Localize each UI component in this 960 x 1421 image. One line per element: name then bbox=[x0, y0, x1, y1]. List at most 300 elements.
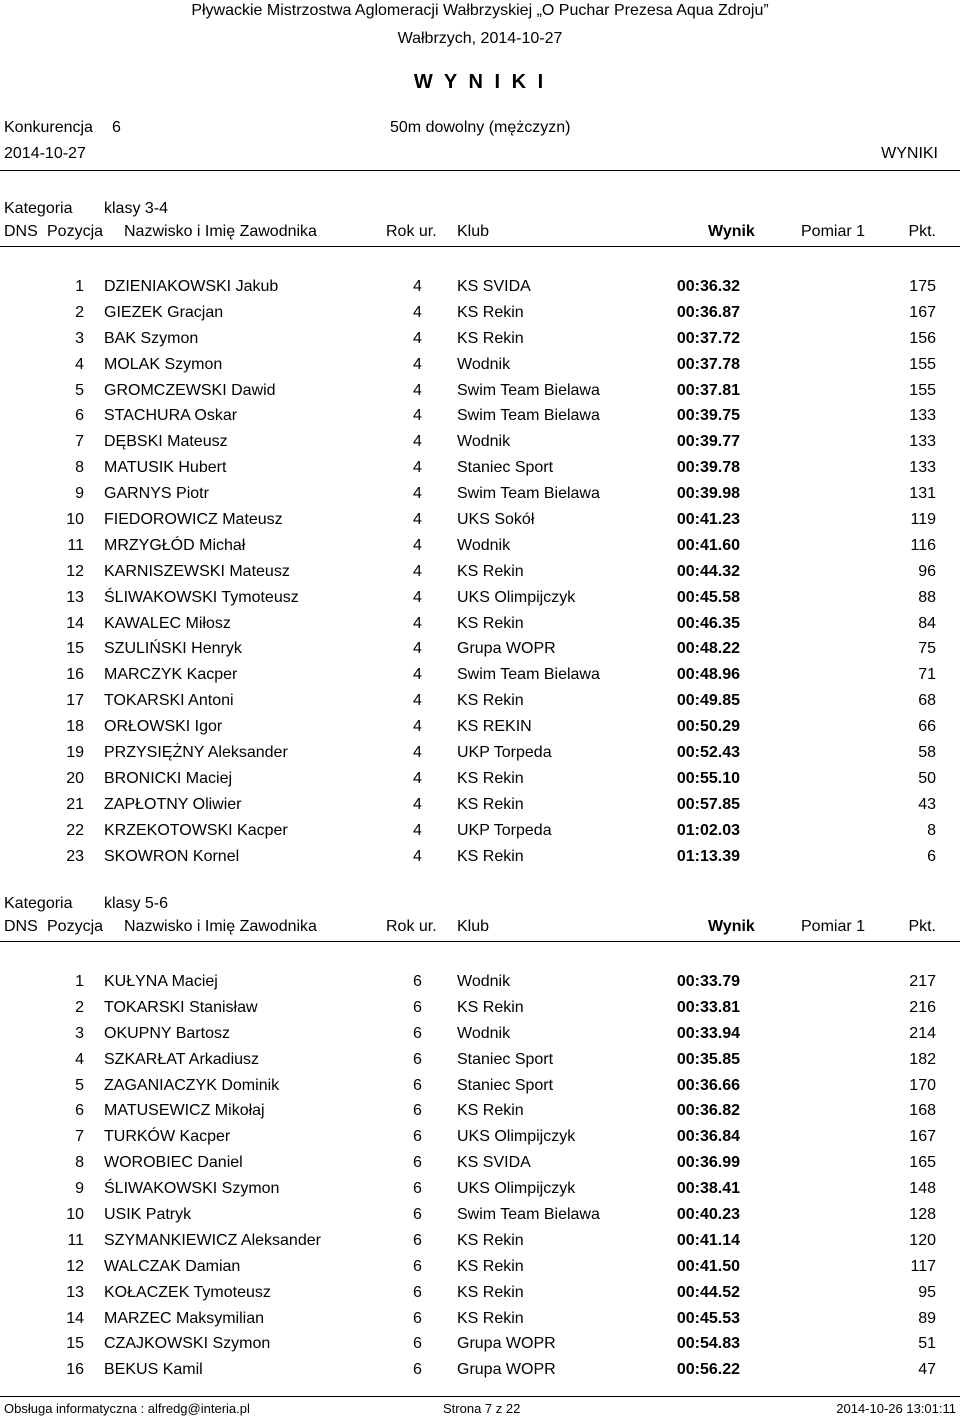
result-time-cell: 00:33.94 bbox=[676, 1024, 740, 1042]
result-time-cell: 00:52.43 bbox=[676, 744, 740, 762]
result-time-cell: 00:56.22 bbox=[676, 1361, 740, 1379]
category-value: klasy 5-6 bbox=[104, 895, 169, 912]
club-cell: KS Rekin bbox=[457, 692, 524, 710]
position-cell: 14 bbox=[66, 1309, 84, 1327]
club-cell: KS Rekin bbox=[457, 847, 524, 865]
club-cell: Grupa WOPR bbox=[457, 1361, 556, 1379]
birth-year-cell: 6 bbox=[413, 1024, 422, 1042]
event-place-date: Wałbrzych, 2014-10-27 bbox=[397, 30, 563, 47]
column-headers bbox=[0, 222, 960, 246]
birth-year-cell: 6 bbox=[413, 1154, 422, 1172]
club-cell: KS Rekin bbox=[457, 303, 524, 321]
result-time-cell: 00:46.35 bbox=[676, 614, 740, 632]
col-year: Rok ur. bbox=[386, 918, 437, 935]
athlete-name-cell: DĘBSKI Mateusz bbox=[104, 433, 228, 451]
club-cell: Staniec Sport bbox=[457, 1076, 554, 1094]
points-cell: 66 bbox=[918, 718, 936, 736]
points-cell: 68 bbox=[918, 692, 936, 710]
club-cell: Wodnik bbox=[457, 973, 511, 990]
birth-year-cell: 4 bbox=[413, 459, 422, 477]
col-name: Nazwisko i Imię Zawodnika bbox=[124, 918, 317, 935]
competition-status: WYNIKI bbox=[881, 145, 938, 162]
position-cell: 2 bbox=[75, 303, 84, 321]
club-cell: UKP Torpeda bbox=[457, 821, 552, 839]
position-cell: 9 bbox=[75, 1180, 84, 1198]
position-cell: 10 bbox=[66, 1206, 84, 1224]
result-time-cell: 00:33.81 bbox=[676, 998, 740, 1016]
position-cell: 19 bbox=[66, 744, 84, 762]
athlete-name-cell: ORŁOWSKI Igor bbox=[104, 718, 223, 736]
result-time-cell: 00:36.82 bbox=[676, 1102, 740, 1120]
athlete-name-cell: WOROBIEC Daniel bbox=[104, 1154, 243, 1172]
athlete-name-cell: KRZEKOTOWSKI Kacper bbox=[104, 821, 288, 839]
points-cell: 95 bbox=[918, 1283, 936, 1301]
athlete-name-cell: KUŁYNA Maciej bbox=[104, 973, 218, 990]
birth-year-cell: 4 bbox=[413, 562, 422, 580]
result-row bbox=[0, 819, 960, 845]
position-cell: 23 bbox=[66, 847, 84, 865]
position-cell: 10 bbox=[66, 511, 84, 529]
category-label: Kategoria bbox=[4, 200, 73, 217]
points-cell: 156 bbox=[909, 329, 936, 347]
position-cell: 7 bbox=[75, 433, 84, 451]
points-cell: 6 bbox=[927, 847, 936, 865]
points-cell: 58 bbox=[918, 744, 936, 762]
result-time-cell: 00:36.84 bbox=[676, 1128, 740, 1146]
athlete-name-cell: SKOWRON Kornel bbox=[104, 847, 240, 865]
birth-year-cell: 6 bbox=[413, 1231, 422, 1249]
competition-name: 50m dowolny (mężczyzn) bbox=[390, 119, 571, 136]
athlete-name-cell: KOŁACZEK Tymoteusz bbox=[104, 1283, 271, 1301]
birth-year-cell: 4 bbox=[413, 795, 422, 813]
athlete-name-cell: KAWALEC Miłosz bbox=[104, 614, 231, 632]
birth-year-cell: 4 bbox=[413, 666, 422, 684]
club-cell: KS Rekin bbox=[457, 1283, 524, 1301]
result-row bbox=[0, 379, 960, 405]
position-cell: 17 bbox=[66, 692, 84, 710]
result-row bbox=[0, 1099, 960, 1125]
athlete-name-cell: BEKUS Kamil bbox=[104, 1361, 203, 1379]
points-cell: 167 bbox=[909, 303, 936, 321]
club-cell: KS Rekin bbox=[457, 1309, 524, 1327]
result-row bbox=[0, 1022, 960, 1048]
points-cell: 88 bbox=[918, 588, 936, 606]
result-row bbox=[0, 1177, 960, 1203]
club-cell: KS Rekin bbox=[457, 769, 524, 787]
result-row bbox=[0, 404, 960, 430]
points-cell: 120 bbox=[909, 1231, 936, 1249]
club-cell: KS SVIDA bbox=[457, 278, 531, 295]
athlete-name-cell: CZAJKOWSKI Szymon bbox=[104, 1335, 271, 1353]
result-row bbox=[0, 663, 960, 689]
athlete-name-cell: TURKÓW Kacper bbox=[104, 1128, 231, 1146]
position-cell: 11 bbox=[67, 1231, 84, 1249]
athlete-name-cell: MOLAK Szymon bbox=[104, 355, 223, 373]
birth-year-cell: 4 bbox=[413, 744, 422, 762]
result-time-cell: 00:48.96 bbox=[676, 666, 740, 684]
club-cell: Swim Team Bielawa bbox=[457, 1206, 600, 1224]
club-cell: KS REKIN bbox=[457, 718, 532, 736]
points-cell: 96 bbox=[918, 562, 936, 580]
result-row bbox=[0, 741, 960, 767]
position-cell: 21 bbox=[66, 795, 84, 813]
athlete-name-cell: PRZYSIĘŻNY Aleksander bbox=[104, 744, 288, 762]
position-cell: 13 bbox=[66, 1283, 84, 1301]
club-cell: KS SVIDA bbox=[457, 1154, 531, 1172]
result-row bbox=[0, 1074, 960, 1100]
athlete-name-cell: MARCZYK Kacper bbox=[104, 666, 238, 684]
result-row bbox=[0, 560, 960, 586]
result-time-cell: 00:36.87 bbox=[676, 303, 740, 321]
birth-year-cell: 4 bbox=[413, 614, 422, 632]
category-value: klasy 3-4 bbox=[104, 200, 169, 217]
club-cell: Wodnik bbox=[457, 536, 511, 554]
birth-year-cell: 4 bbox=[413, 407, 422, 425]
result-time-cell: 00:39.75 bbox=[676, 407, 740, 425]
club-cell: UKS Olimpijczyk bbox=[457, 1180, 576, 1198]
footer-page: Strona 7 z 22 bbox=[443, 1401, 521, 1416]
result-time-cell: 00:37.78 bbox=[676, 355, 740, 373]
result-time-cell: 00:44.52 bbox=[676, 1283, 740, 1301]
result-row bbox=[0, 715, 960, 741]
birth-year-cell: 6 bbox=[413, 1335, 422, 1353]
athlete-name-cell: MATUSIK Hubert bbox=[104, 459, 227, 477]
birth-year-cell: 6 bbox=[413, 998, 422, 1016]
birth-year-cell: 6 bbox=[413, 1361, 422, 1379]
points-cell: 167 bbox=[909, 1128, 936, 1146]
birth-year-cell: 4 bbox=[413, 511, 422, 529]
club-cell: Swim Team Bielawa bbox=[457, 407, 600, 425]
col-dns: DNS bbox=[4, 223, 38, 240]
category-section bbox=[0, 893, 960, 1384]
column-divider bbox=[0, 246, 960, 247]
result-row bbox=[0, 275, 960, 301]
birth-year-cell: 6 bbox=[413, 1283, 422, 1301]
birth-year-cell: 6 bbox=[413, 1206, 422, 1224]
footer-timestamp: 2014-10-26 13:01:11 bbox=[836, 1401, 956, 1416]
birth-year-cell: 4 bbox=[413, 329, 422, 347]
result-time-cell: 00:49.85 bbox=[676, 692, 740, 710]
col-dns: DNS bbox=[4, 918, 38, 935]
result-time-cell: 00:41.23 bbox=[676, 511, 740, 529]
result-row bbox=[0, 1332, 960, 1358]
points-cell: 165 bbox=[909, 1154, 936, 1172]
position-cell: 1 bbox=[75, 278, 84, 295]
col-points: Pkt. bbox=[908, 918, 936, 935]
athlete-name-cell: BRONICKI Maciej bbox=[104, 769, 233, 787]
result-row bbox=[0, 996, 960, 1022]
points-cell: 133 bbox=[909, 459, 936, 477]
birth-year-cell: 6 bbox=[413, 973, 422, 990]
result-time-cell: 01:02.03 bbox=[676, 821, 740, 839]
result-row bbox=[0, 767, 960, 793]
points-cell: 75 bbox=[918, 640, 936, 658]
result-time-cell: 00:36.99 bbox=[676, 1154, 740, 1172]
position-cell: 5 bbox=[75, 381, 84, 399]
athlete-name-cell: TOKARSKI Stanisław bbox=[104, 998, 258, 1016]
club-cell: Grupa WOPR bbox=[457, 1335, 556, 1353]
result-row bbox=[0, 1358, 960, 1384]
position-cell: 7 bbox=[75, 1128, 84, 1146]
club-cell: UKS Sokół bbox=[457, 511, 535, 529]
club-cell: KS Rekin bbox=[457, 1102, 524, 1120]
club-cell: UKS Olimpijczyk bbox=[457, 1128, 576, 1146]
result-row bbox=[0, 586, 960, 612]
athlete-name-cell: SZKARŁAT Arkadiusz bbox=[104, 1050, 260, 1068]
points-cell: 8 bbox=[927, 821, 936, 839]
result-row bbox=[0, 456, 960, 482]
result-time-cell: 00:37.81 bbox=[676, 381, 740, 399]
club-cell: KS Rekin bbox=[457, 614, 524, 632]
col-year: Rok ur. bbox=[386, 223, 437, 240]
results-list bbox=[0, 275, 960, 870]
position-cell: 12 bbox=[66, 1257, 84, 1275]
result-time-cell: 01:13.39 bbox=[676, 847, 740, 865]
col-name: Nazwisko i Imię Zawodnika bbox=[124, 223, 317, 240]
club-cell: UKS Olimpijczyk bbox=[457, 588, 576, 606]
athlete-name-cell: ŚLIWAKOWSKI Tymoteusz bbox=[104, 588, 299, 606]
birth-year-cell: 4 bbox=[413, 718, 422, 736]
category-label: Kategoria bbox=[4, 895, 73, 912]
result-time-cell: 00:40.23 bbox=[676, 1206, 740, 1224]
position-cell: 2 bbox=[75, 998, 84, 1016]
position-cell: 4 bbox=[75, 355, 84, 373]
position-cell: 9 bbox=[75, 485, 84, 503]
footer-divider bbox=[0, 1396, 960, 1397]
points-cell: 43 bbox=[918, 795, 936, 813]
col-result: Wynik bbox=[708, 223, 755, 240]
result-row bbox=[0, 1255, 960, 1281]
result-time-cell: 00:35.85 bbox=[676, 1050, 740, 1068]
points-cell: 131 bbox=[909, 485, 936, 503]
points-cell: 155 bbox=[909, 355, 936, 373]
points-cell: 182 bbox=[909, 1050, 936, 1068]
category-header bbox=[0, 198, 960, 222]
col-points: Pkt. bbox=[908, 223, 936, 240]
result-time-cell: 00:39.77 bbox=[676, 433, 740, 451]
result-time-cell: 00:45.58 bbox=[676, 588, 740, 606]
result-time-cell: 00:39.78 bbox=[676, 459, 740, 477]
club-cell: Swim Team Bielawa bbox=[457, 381, 600, 399]
club-cell: Swim Team Bielawa bbox=[457, 485, 600, 503]
points-cell: 71 bbox=[918, 666, 936, 684]
points-cell: 50 bbox=[918, 769, 936, 787]
position-cell: 15 bbox=[66, 640, 84, 658]
result-row bbox=[0, 353, 960, 379]
athlete-name-cell: SZULIŃSKI Henryk bbox=[104, 640, 242, 658]
position-cell: 20 bbox=[66, 769, 84, 787]
result-row bbox=[0, 793, 960, 819]
position-cell: 5 bbox=[75, 1076, 84, 1094]
birth-year-cell: 4 bbox=[413, 640, 422, 658]
points-cell: 175 bbox=[909, 278, 936, 295]
position-cell: 3 bbox=[75, 329, 84, 347]
header-divider bbox=[0, 170, 960, 171]
event-title: Pływackie Mistrzostwa Aglomeracji Wałbrzyskiej „O Puchar Prezesa Aqua Zdroju” bbox=[191, 2, 769, 19]
birth-year-cell: 4 bbox=[413, 692, 422, 710]
birth-year-cell: 4 bbox=[413, 821, 422, 839]
result-time-cell: 00:44.32 bbox=[676, 562, 740, 580]
result-row bbox=[0, 430, 960, 456]
result-row bbox=[0, 637, 960, 663]
result-time-cell: 00:41.60 bbox=[676, 536, 740, 554]
position-cell: 16 bbox=[66, 666, 84, 684]
category-section bbox=[0, 198, 960, 870]
athlete-name-cell: WALCZAK Damian bbox=[104, 1257, 241, 1275]
competition-number: 6 bbox=[112, 119, 121, 136]
birth-year-cell: 4 bbox=[413, 485, 422, 503]
club-cell: KS Rekin bbox=[457, 1257, 524, 1275]
birth-year-cell: 6 bbox=[413, 1128, 422, 1146]
birth-year-cell: 6 bbox=[413, 1309, 422, 1327]
result-row bbox=[0, 301, 960, 327]
result-time-cell: 00:48.22 bbox=[676, 640, 740, 658]
birth-year-cell: 4 bbox=[413, 536, 422, 554]
points-cell: 155 bbox=[909, 381, 936, 399]
birth-year-cell: 4 bbox=[413, 433, 422, 451]
athlete-name-cell: OKUPNY Bartosz bbox=[104, 1024, 230, 1042]
result-row bbox=[0, 970, 960, 996]
result-row bbox=[0, 1307, 960, 1333]
col-result: Wynik bbox=[708, 918, 755, 935]
result-row bbox=[0, 612, 960, 638]
birth-year-cell: 4 bbox=[413, 769, 422, 787]
col-position: Pozycja bbox=[47, 223, 104, 240]
birth-year-cell: 4 bbox=[413, 303, 422, 321]
result-row bbox=[0, 1048, 960, 1074]
position-cell: 15 bbox=[66, 1335, 84, 1353]
position-cell: 14 bbox=[66, 614, 84, 632]
result-time-cell: 00:38.41 bbox=[676, 1180, 740, 1198]
result-time-cell: 00:57.85 bbox=[676, 795, 740, 813]
points-cell: 168 bbox=[909, 1102, 936, 1120]
birth-year-cell: 6 bbox=[413, 1180, 422, 1198]
position-cell: 6 bbox=[75, 407, 84, 425]
result-time-cell: 00:55.10 bbox=[676, 769, 740, 787]
result-row bbox=[0, 689, 960, 715]
athlete-name-cell: GROMCZEWSKI Dawid bbox=[104, 381, 276, 399]
result-time-cell: 00:36.66 bbox=[676, 1076, 740, 1094]
points-cell: 170 bbox=[909, 1076, 936, 1094]
club-cell: Staniec Sport bbox=[457, 1050, 554, 1068]
position-cell: 6 bbox=[75, 1102, 84, 1120]
result-row bbox=[0, 534, 960, 560]
col-club: Klub bbox=[457, 918, 490, 935]
col-club: Klub bbox=[457, 223, 490, 240]
result-row bbox=[0, 1151, 960, 1177]
col-position: Pozycja bbox=[47, 918, 104, 935]
position-cell: 18 bbox=[66, 718, 84, 736]
result-time-cell: 00:39.98 bbox=[676, 485, 740, 503]
points-cell: 117 bbox=[910, 1257, 936, 1275]
athlete-name-cell: ŚLIWAKOWSKI Szymon bbox=[104, 1180, 280, 1198]
birth-year-cell: 4 bbox=[413, 355, 422, 373]
club-cell: KS Rekin bbox=[457, 562, 524, 580]
athlete-name-cell: USIK Patryk bbox=[104, 1206, 192, 1224]
points-cell: 116 bbox=[910, 536, 936, 554]
club-cell: KS Rekin bbox=[457, 998, 524, 1016]
position-cell: 1 bbox=[75, 973, 84, 990]
result-time-cell: 00:45.53 bbox=[676, 1309, 740, 1327]
result-row bbox=[0, 508, 960, 534]
position-cell: 12 bbox=[66, 562, 84, 580]
result-time-cell: 00:37.72 bbox=[676, 329, 740, 347]
position-cell: 3 bbox=[75, 1024, 84, 1042]
position-cell: 16 bbox=[66, 1361, 84, 1379]
athlete-name-cell: FIEDOROWICZ Mateusz bbox=[104, 511, 283, 529]
points-cell: 89 bbox=[918, 1309, 936, 1327]
athlete-name-cell: MRZYGŁÓD Michał bbox=[104, 536, 246, 554]
birth-year-cell: 6 bbox=[413, 1102, 422, 1120]
column-headers bbox=[0, 917, 960, 941]
athlete-name-cell: TOKARSKI Antoni bbox=[104, 692, 234, 710]
results-title: W Y N I K I bbox=[413, 71, 547, 93]
points-cell: 133 bbox=[909, 433, 936, 451]
club-cell: KS Rekin bbox=[457, 1231, 524, 1249]
result-row bbox=[0, 482, 960, 508]
athlete-name-cell: MATUSEWICZ Mikołaj bbox=[104, 1102, 265, 1120]
col-split: Pomiar 1 bbox=[801, 223, 866, 240]
athlete-name-cell: BAK Szymon bbox=[104, 329, 199, 347]
result-time-cell: 00:50.29 bbox=[676, 718, 740, 736]
points-cell: 217 bbox=[909, 973, 936, 990]
club-cell: Wodnik bbox=[457, 433, 511, 451]
result-row bbox=[0, 1125, 960, 1151]
competition-date: 2014-10-27 bbox=[4, 145, 86, 162]
position-cell: 8 bbox=[75, 459, 84, 477]
result-time-cell: 00:36.32 bbox=[676, 278, 740, 295]
points-cell: 51 bbox=[918, 1335, 936, 1353]
result-time-cell: 00:41.50 bbox=[676, 1257, 740, 1275]
birth-year-cell: 6 bbox=[413, 1050, 422, 1068]
category-header bbox=[0, 893, 960, 917]
result-time-cell: 00:33.79 bbox=[676, 973, 740, 990]
athlete-name-cell: KARNISZEWSKI Mateusz bbox=[104, 562, 290, 580]
athlete-name-cell: ZAGANIACZYK Dominik bbox=[104, 1076, 280, 1094]
result-row bbox=[0, 327, 960, 353]
club-cell: Wodnik bbox=[457, 355, 511, 373]
position-cell: 4 bbox=[75, 1050, 84, 1068]
footer-service: Obsługa informatyczna : alfredg@interia.pl bbox=[4, 1401, 250, 1416]
result-row bbox=[0, 1203, 960, 1229]
club-cell: Staniec Sport bbox=[457, 459, 554, 477]
athlete-name-cell: GARNYS Piotr bbox=[104, 485, 209, 503]
competition-label: Konkurencja bbox=[4, 119, 93, 136]
column-divider bbox=[0, 941, 960, 942]
birth-year-cell: 4 bbox=[413, 278, 422, 295]
points-cell: 119 bbox=[910, 511, 936, 529]
athlete-name-cell: MARZEC Maksymilian bbox=[104, 1309, 265, 1327]
col-split: Pomiar 1 bbox=[801, 918, 866, 935]
club-cell: KS Rekin bbox=[457, 795, 524, 813]
club-cell: Grupa WOPR bbox=[457, 640, 556, 658]
athlete-name-cell: SZYMANKIEWICZ Aleksander bbox=[104, 1231, 321, 1249]
birth-year-cell: 4 bbox=[413, 381, 422, 399]
club-cell: UKP Torpeda bbox=[457, 744, 552, 762]
points-cell: 128 bbox=[909, 1206, 936, 1224]
athlete-name-cell: STACHURA Oskar bbox=[104, 407, 238, 425]
birth-year-cell: 4 bbox=[413, 588, 422, 606]
results-list bbox=[0, 970, 960, 1384]
result-row bbox=[0, 1229, 960, 1255]
result-row bbox=[0, 845, 960, 871]
birth-year-cell: 4 bbox=[413, 847, 422, 865]
points-cell: 84 bbox=[918, 614, 936, 632]
points-cell: 148 bbox=[909, 1180, 936, 1198]
points-cell: 133 bbox=[909, 407, 936, 425]
points-cell: 214 bbox=[909, 1024, 936, 1042]
position-cell: 22 bbox=[66, 821, 84, 839]
